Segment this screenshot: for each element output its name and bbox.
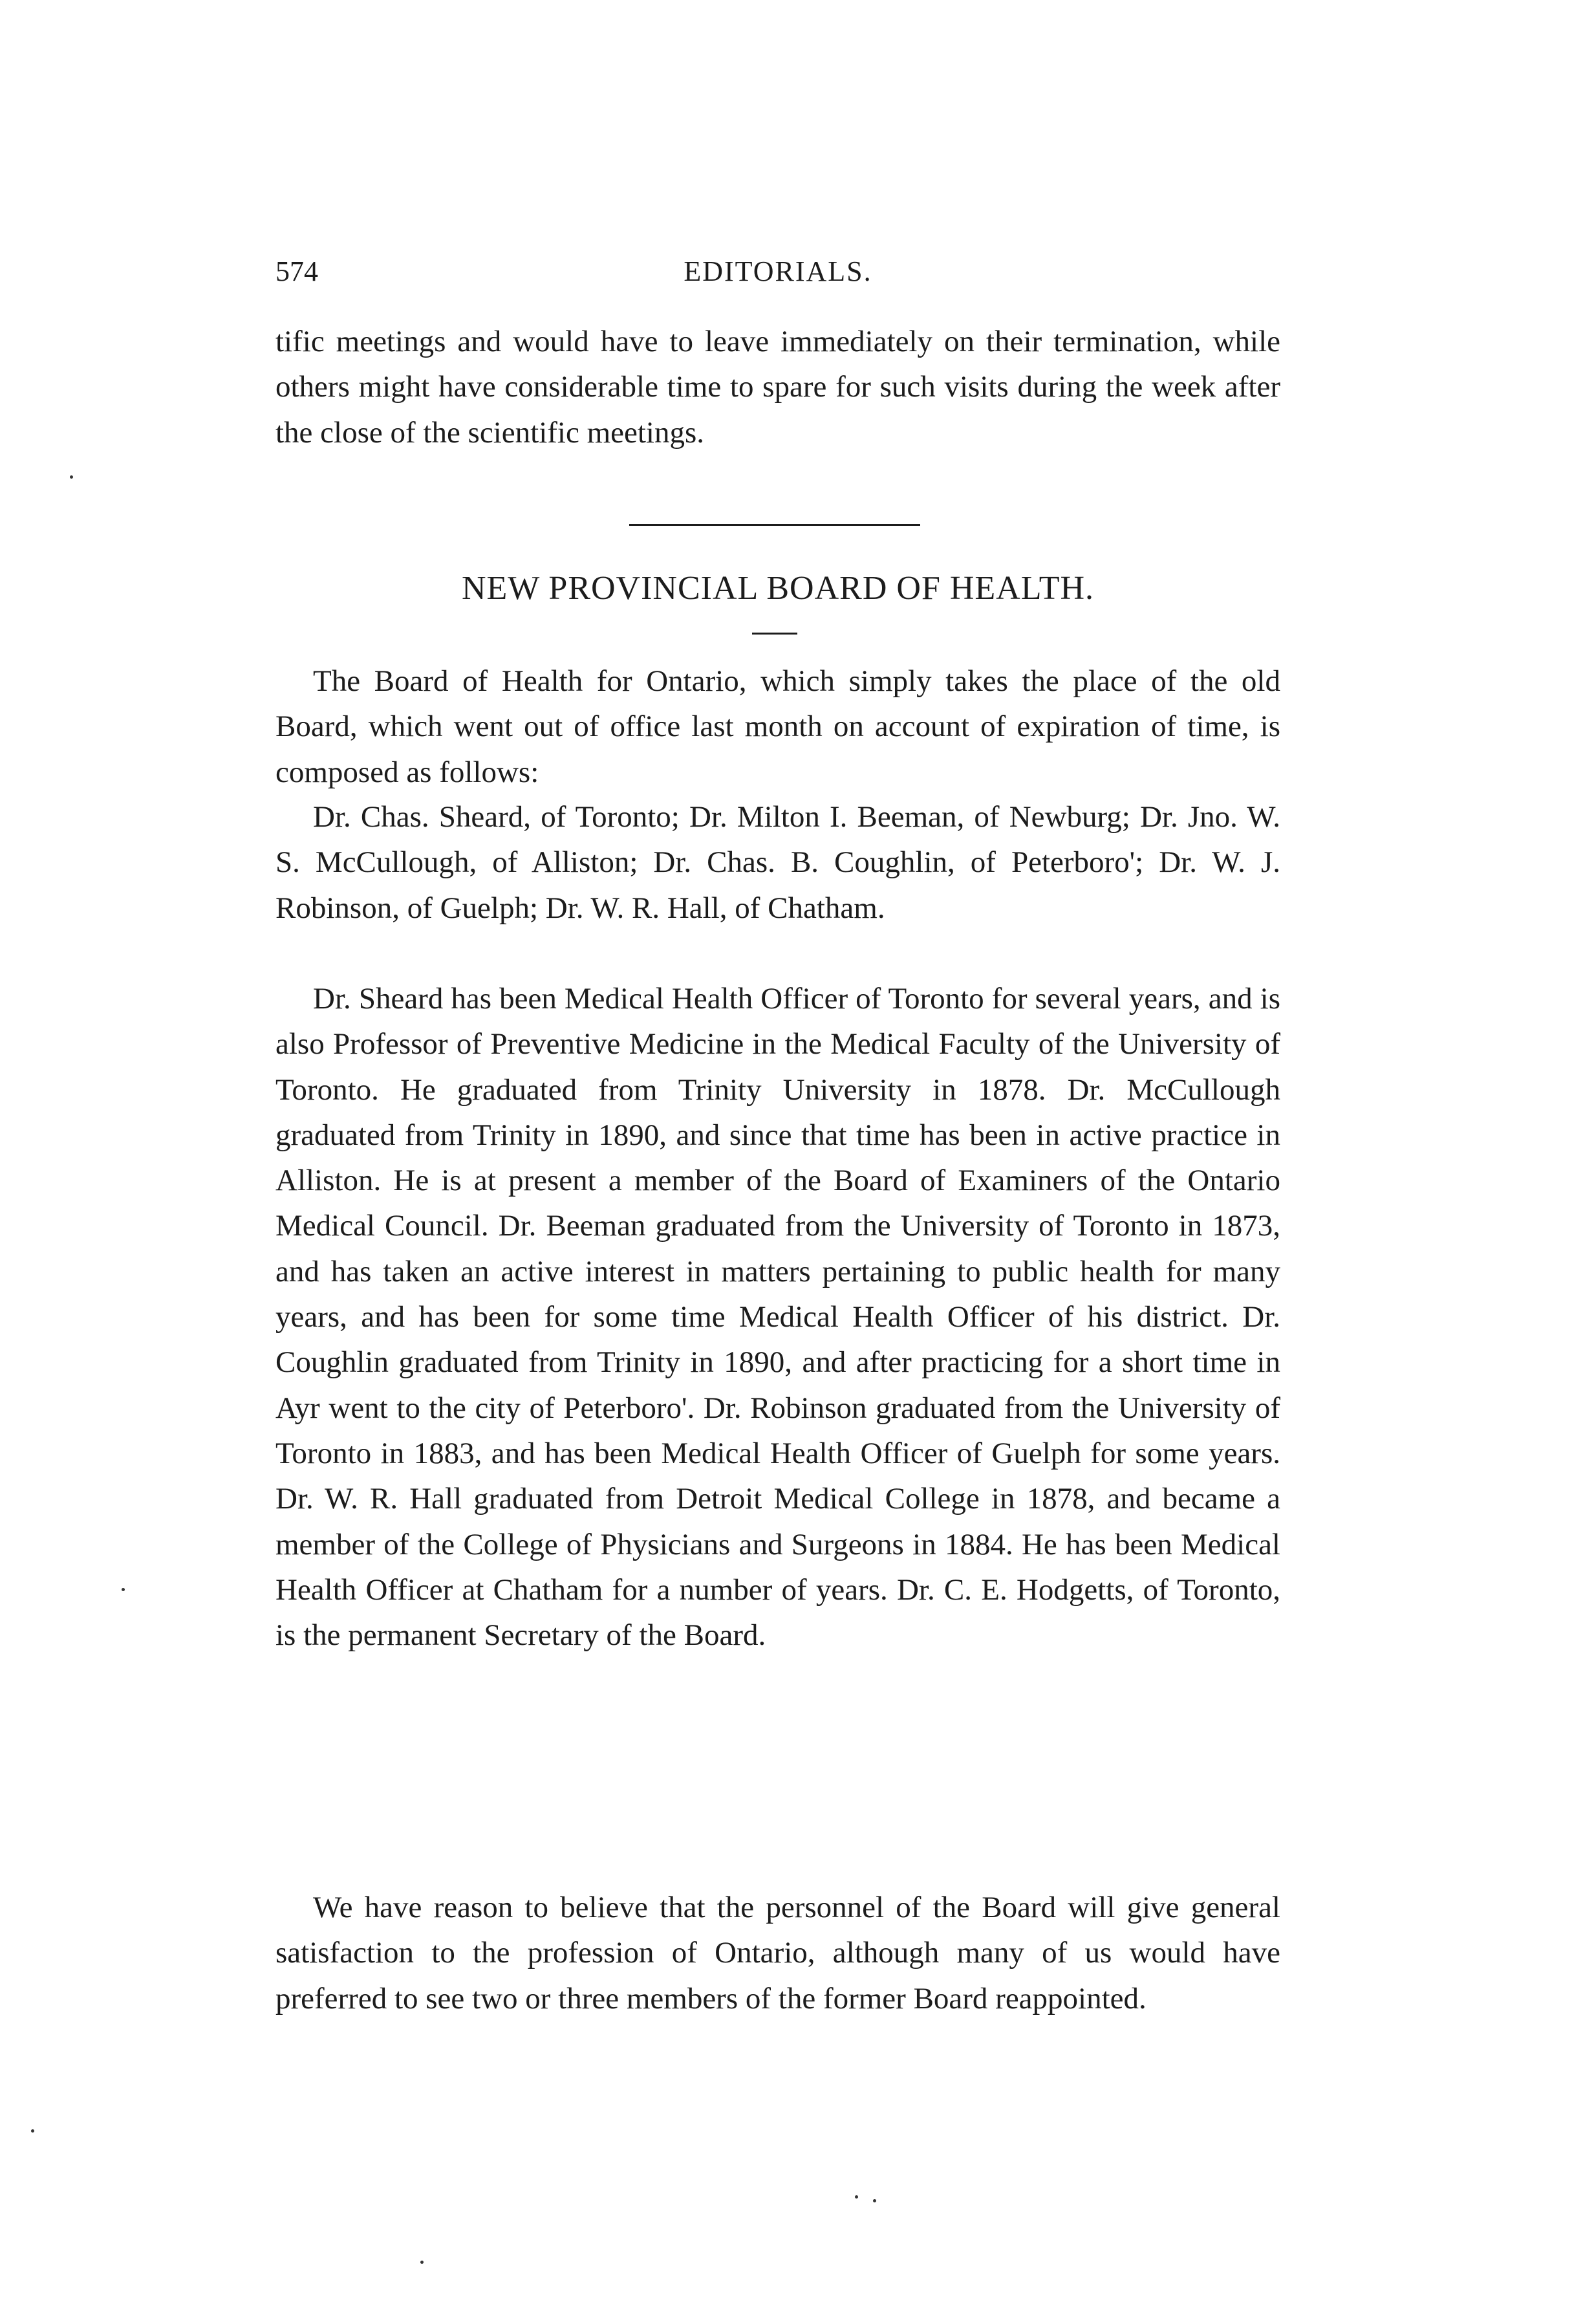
continued-paragraph: tific meetings and would have to leave immediately on their termination, while others might have considerable time to spare for such visits during the week after the close of the scientific meetings. — [275, 325, 1280, 450]
scan-speck — [70, 475, 73, 479]
scan-speck — [31, 2129, 34, 2133]
scan-speck — [855, 2195, 858, 2199]
section-title: EDITORIALS. — [684, 255, 872, 287]
running-head — [275, 249, 1280, 294]
page-number: 574 — [275, 255, 318, 287]
article-paragraph: Dr. Chas. Sheard, of Toronto; Dr. Milton I. Beeman, of Newburg; Dr. Jno. W. S. McCullough, of Alliston; Dr. Chas. B. Coughlin, of Peterboro'; Dr. W. J. Robinson, of Guelph; Dr. W. R. Hall, of Chatham. — [275, 800, 1280, 925]
article-paragraph: Dr. Sheard has been Medical Health Officer of Toronto for several years, and is also Professor of Preventive Medicine in the Medical Faculty of the University of Toronto. He graduated from Trinity University in 1878. Dr. McCullough graduated from Trinity in 1890, and since that time has been in active practice in Alliston. He is at present a member of the Board of Examiners of the Ontario Medical Council. Dr. Beeman graduated from the University of Toronto in 1873, and has taken an active interest in matters pertaining to public health for many years, and has been for some time Medical Health Officer of his district. Dr. Coughlin graduated from Trinity in 1890, and after practicing for a short time in Ayr went to the city of Peterboro'. Dr. Robinson graduated from the University of Toronto in 1883, and has been Medical Health Officer of Guelph for some years. Dr. W. R. Hall graduated from Detroit Medical College in 1878, and became a member of the College of Physicians and Surgeons in 1884. He has been Medical Health Officer at Chatham for a number of years. Dr. C. E. Hodgetts, of Toronto, is the permanent Secretary of the Board. — [275, 982, 1280, 1653]
scan-speck — [420, 2261, 424, 2264]
article-heading: NEW PROVINCIAL BOARD OF HEALTH. — [461, 570, 1095, 607]
heading-underline-rule — [752, 633, 797, 635]
article-paragraph: We have reason to believe that the personnel of the Board will give general satisfaction to the profession of Ontario, although many of us would have preferred to see two or three members of the former Board reappointed. — [275, 1891, 1280, 2015]
scan-speck — [873, 2199, 876, 2202]
section-divider-rule — [629, 524, 920, 526]
scan-speck — [122, 1588, 125, 1591]
article-paragraph: The Board of Health for Ontario, which simply takes the place of the old Board, which went out of office last month on account of expiration of time, is composed as follows: — [275, 664, 1280, 789]
